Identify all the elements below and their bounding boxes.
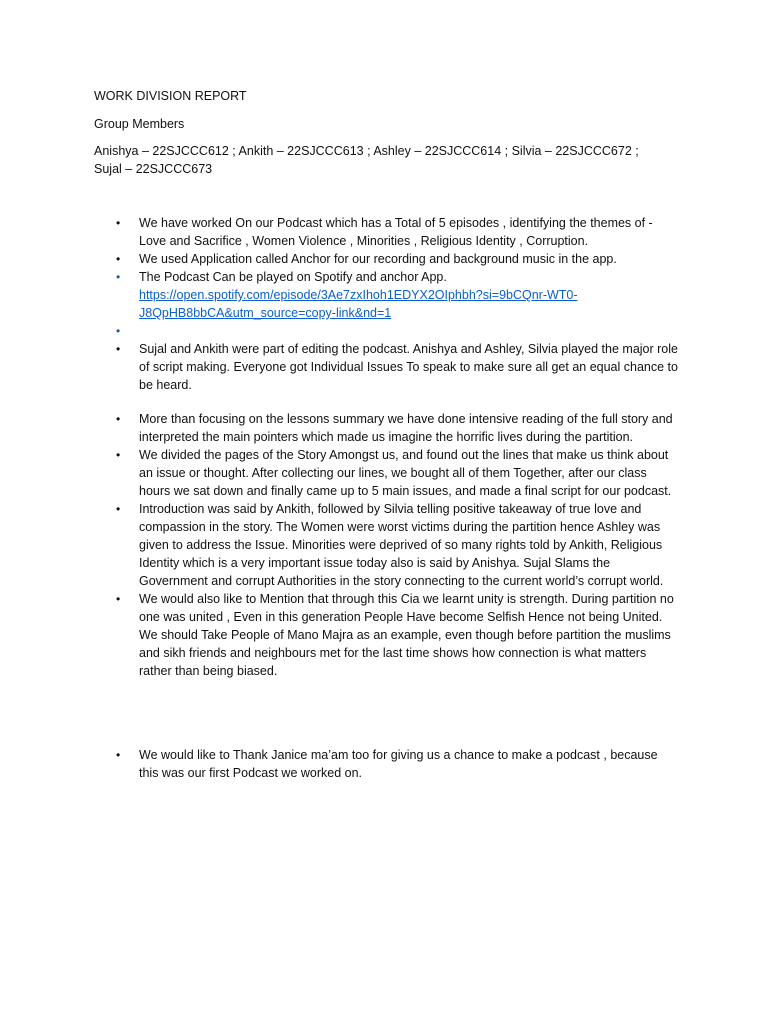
bullet-text: More than focusing on the lessons summary we have done intensive reading of the full story and interpreted the main pointers which made us imagine the horrific lives during the partition. (139, 412, 673, 444)
bullet-icon: • (116, 216, 121, 230)
bullet-item-thanks (94, 746, 679, 782)
bullet-item-podcast-episodes (94, 214, 679, 250)
bullet-text: We would like to Thank Janice ma’am too for giving us a chance to make a podcast , because this was our first Podcast we worked on. (139, 748, 658, 780)
bullet-item-anchor-app (94, 250, 679, 268)
group-members-list: Anishya – 22SJCCC612 ; Ankith – 22SJCCC613 ; Ashley – 22SJCCC614 ; Silvia – 22SJCCC672 ; Sujal – 22SJCCC673 (94, 144, 639, 176)
bullet-icon: • (116, 342, 121, 356)
bullet-list-bottom (94, 746, 679, 782)
bullet-icon: • (116, 502, 121, 516)
bullet-item-editing (94, 340, 679, 394)
spotify-link[interactable]: https://open.spotify.com/episode/3Ae7zxIhoh1EDYX2OIphbh?si=9bCQnr-WT0-J8QpHB8bbCA&utm_source=copy-link&nd=1 (139, 288, 578, 320)
bullet-icon: • (116, 270, 121, 284)
bullet-item-empty (94, 322, 679, 340)
report-title: WORK DIVISION REPORT (94, 89, 247, 103)
bullet-text: Introduction was said by Ankith, followed by Silvia telling positive takeaway of true love and compassion in the story. The Women were worst victims during the partition hence Ashley was given to address the Issue. Minorities were deprived of so many rights told by Ankith, Religious Identity which is a very important issue today also is said by Anishya. Sujal Slams the Government and corrupt Authorities in the story connecting to the current world’s corrupt world. (139, 502, 664, 588)
bullet-text: We divided the pages of the Story Amongst us, and found out the lines that make us think about an issue or thought. After collecting our lines, we bought all of them Together, after our class hours we sat down and finally came up to 5 main issues, and made a final script for our podcast. (139, 448, 672, 498)
bullet-list-top (94, 214, 679, 394)
bullet-list-middle (94, 410, 679, 680)
bullet-icon: • (116, 448, 121, 462)
bullet-icon: • (116, 748, 121, 762)
bullet-icon: • (116, 252, 121, 266)
group-members-heading: Group Members (94, 117, 185, 131)
bullet-icon: • (116, 412, 121, 426)
bullet-item-spotify (94, 268, 679, 322)
bullet-item-introduction (94, 500, 679, 590)
bullet-text: We have worked On our Podcast which has a Total of 5 episodes , identifying the themes of - Love and Sacrifice , Women Violence , Minorities , Religious Identity , Corruption. (139, 216, 653, 248)
bullet-icon: • (116, 324, 121, 338)
bullet-icon: • (116, 592, 121, 606)
bullet-item-dividing (94, 446, 679, 500)
bullet-item-unity (94, 590, 679, 680)
bullet-text: The Podcast Can be played on Spotify and anchor App. (139, 270, 447, 284)
bullet-text: We used Application called Anchor for our recording and background music in the app. (139, 252, 617, 266)
bullet-item-reading (94, 410, 679, 446)
bullet-text: We would also like to Mention that through this Cia we learnt unity is strength. During partition no one was united , Even in this generation People Have become Selfish Hence not being United. We should Take People of Mano Majra as an example, even though before partition the muslims and sikh friends and neighbours met for the last time shows how connection is what matters rather than being biased. (139, 592, 674, 678)
bullet-text: Sujal and Ankith were part of editing the podcast. Anishya and Ashley, Silvia played the major role of script making. Everyone got Individual Issues To speak to make sure all get an equal chance to be heard. (139, 342, 678, 392)
